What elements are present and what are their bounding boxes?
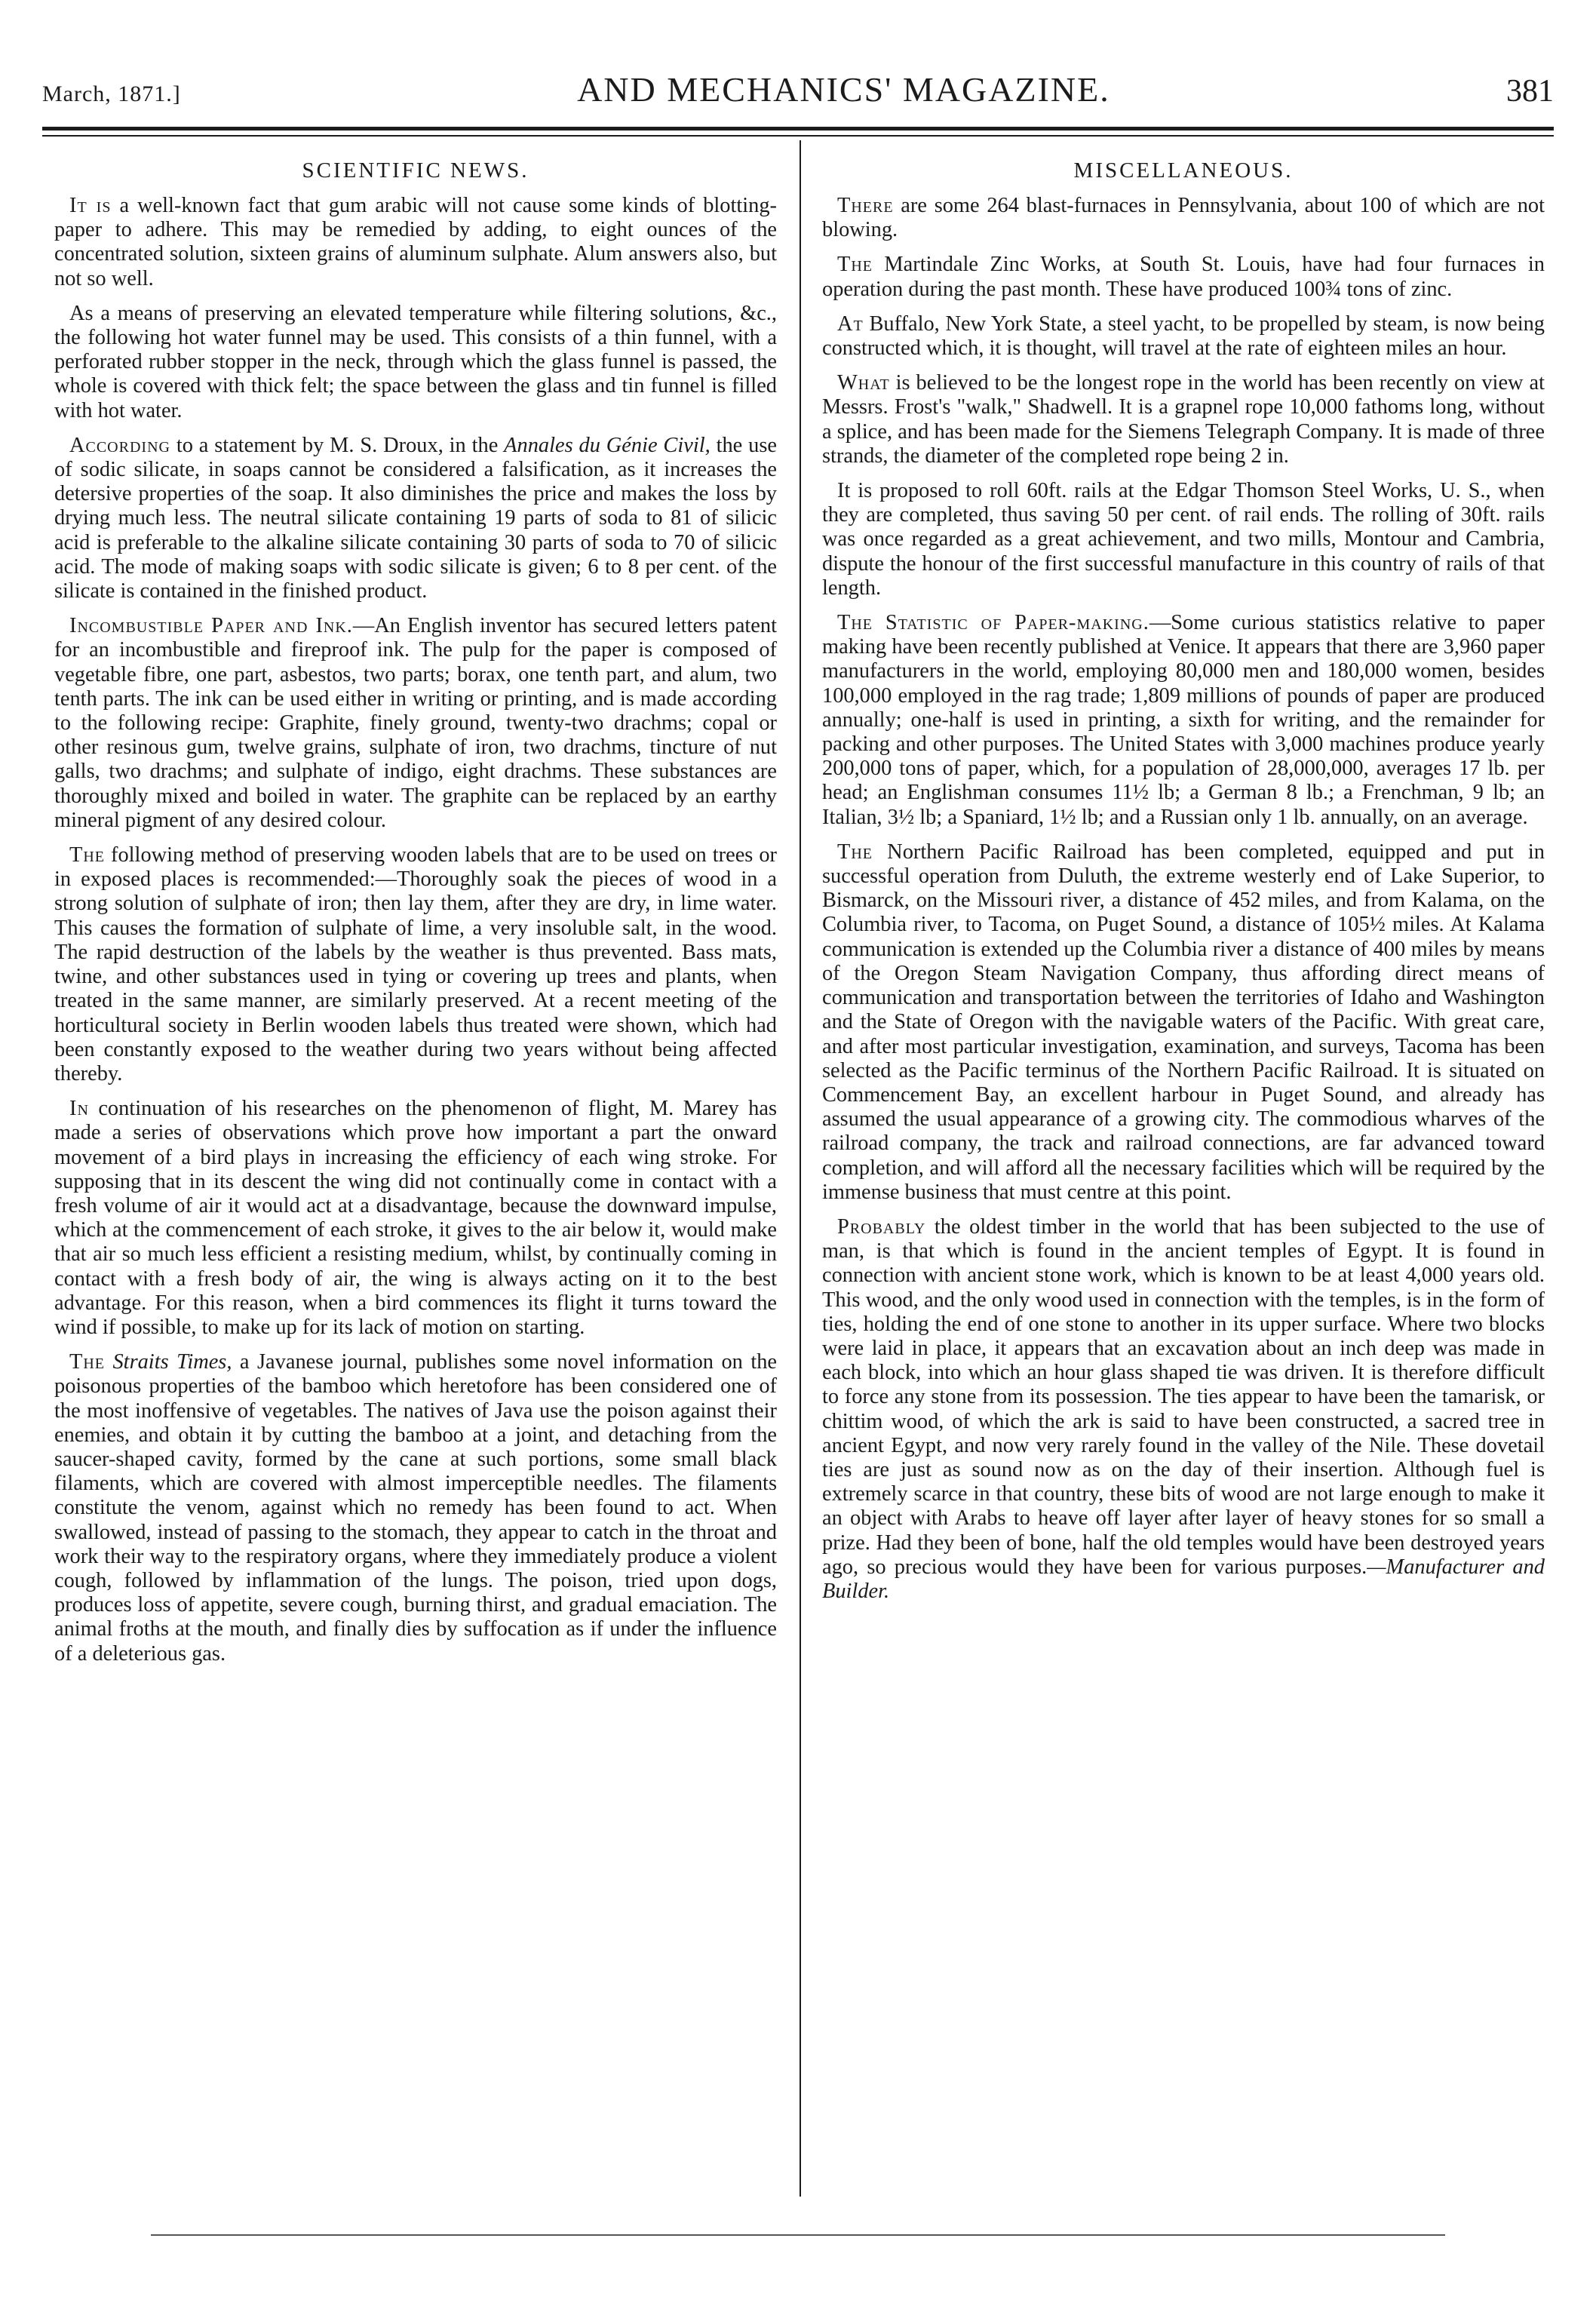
paragraph-text: As a means of preserving an elevated temperature while filtering solutions, &c., the following hot water funnel may be used. This consists of a thin funnel, with a perforated rubber stopper in the neck, through which the glass funnel is passed, the whole is covered with thick felt; the space between the glass and tin funnel is filled with hot water.	[54, 301, 777, 422]
paragraph-lead: Probably	[837, 1214, 926, 1239]
header-rule-thin	[42, 135, 1554, 137]
paragraph-italic: Annales du Génie Civil,	[504, 433, 711, 457]
paragraph-text: Northern Pacific Railroad has been completed, equipped and put in successful operation from Duluth, the extreme westerly end of Lake Superior, to Bismarck, on the Missouri river, a distance of 452 miles, and from Kalama, on the Columbia river, to Tacoma, on Puget Sound, a distance of 105½ miles. At Kalama communication is extended up the Columbia river a distance of 400 miles by means of the Oregon Steam Navigation Company, thus affording direct means of communication and transportation between the territories of Idaho and Washington and the State of Oregon with the navigable waters of the Pacific. With great care, and after most particular investigation, examination, and surveys, Tacoma has been selected as the Pacific terminus of the Northern Pacific Railroad. It is situated on Commencement Bay, an excellent harbour in Puget Sound, and already has assumed the usual appearance of a growing city. The commodious wharves of the railroad company, the track and railroad connections, are far advanced toward completion, and will afford all the necessary facilities which will be required by the immense business that must centre at this point.	[822, 840, 1545, 1204]
article-paragraph	[822, 312, 1545, 361]
article-paragraph	[54, 302, 777, 423]
article-paragraph	[822, 194, 1545, 242]
footer-rule	[151, 2234, 1445, 2236]
paragraph-lead: According	[69, 433, 170, 457]
scientific-news-column	[54, 158, 777, 1677]
paragraph-text: continuation of his researches on the phenomenon of flight, M. Marey has made a series of observations which prove how important a part the onward movement of a bird plays in increasing the efficiency of each wing stroke. For supposing that in its descent the wing did not continually come in contact with a fresh volume of air it would act at a disadvantage, because the downward impulse, which at the commencement of each stroke, it gives to the air below it, would make that air so much less efficient a resisting medium, whilst, by continually coming in contact with a fresh body of air, the wing is always acting on it to the best advantage. For this reason, when a bird commences its flight it turns toward the wind if possible, to make up for its lack of motion on starting.	[54, 1097, 777, 1339]
section-heading-scientific-news: SCIENTIFIC NEWS.	[302, 158, 529, 183]
paragraph-text: the use of sodic silicate, in soaps cannot be considered a falsification, as it increases the detersive properties of the soap. It also diminishes the price and makes the loss by drying much less. The neutral silicate containing 19 parts of soda to 81 of silicic acid is preferable to the alkaline silicate containing 30 parts of soda to 70 of silicic acid. The mode of making soaps with sodic silicate is given; 6 to 8 per cent. of the silicate is contained in the finished product.	[54, 433, 778, 603]
section-heading-miscellaneous: MISCELLANEOUS.	[1073, 158, 1294, 183]
paragraph-text: following method of preserving wooden labels that are to be used on trees or in exposed places is recommended:—Thoroughly soak the pieces of wood in a strong solution of sulphate of iron; then lay them, after they are dry, in lime water. This causes the formation of sulphate of lime, a very insoluble salt, in the wood. The rapid destruction of the labels by the weather is thus prevented. Bass mats, twine, and other substances used in tying or covering up trees and plants, when treated in the same manner, are similarly preserved. At a recent meeting of the horticultural society in Berlin wooden labels thus treated were shown, which had been constantly exposed to the weather during two years without being affected thereby.	[54, 843, 777, 1085]
article-paragraph	[54, 614, 777, 833]
paragraph-text: to a statement by M. S. Droux, in the	[170, 433, 505, 457]
header-rule-thick	[42, 127, 1554, 130]
article-paragraph	[822, 840, 1545, 1205]
running-head	[42, 69, 1554, 115]
paragraph-lead: What	[837, 371, 890, 395]
paragraph-text: It is proposed to roll 60ft. rails at the Edgar Thomson Steel Works, U. S., when they are completed, thus saving 50 per cent. of rail ends. The rolling of 30ft. rails was once regarded as a great achievement, and two mills, Montour and Cambria, dispute the honour of the first successful manufacture in this country of rails of that length.	[822, 479, 1545, 600]
article-paragraph	[54, 1097, 777, 1340]
paragraph-text: —An English inventor has secured letters patent for an incombustible and fireproof ink. The pulp for the paper is composed of vegetable fibre, one part, asbestos, two parts; borax, one tenth part, and alum, two tenth parts. The ink can be used either in writing or printing, and is made according to the following recipe: Graphite, finely ground, twenty-two drachms; copal or other resinous gum, twelve grains, sulphate of iron, two drachms, tincture of nut galls, two drachms; and sulphate of indigo, eight drachms. These substances are thoroughly mixed and boiled in water. The graphite can be replaced by an earthy mineral pigment of any desired colour.	[54, 614, 777, 832]
column-divider	[800, 140, 801, 2197]
article-paragraph	[822, 611, 1545, 830]
article-paragraph	[54, 194, 777, 291]
publication-title: AND MECHANICS' MAGAZINE.	[577, 70, 1110, 109]
paragraph-italic: Straits Times,	[112, 1350, 232, 1374]
article-paragraph	[54, 1350, 777, 1666]
paragraph-lead: The	[69, 1350, 106, 1374]
paragraph-text: —Some curious statistics relative to paper making have been recently published at Venice. It appears that there are 3,960 paper manufacturers in the world, employing 80,000 men and 180,000 women, besides 100,000 employed in the rag trade; 1,809 millions of pounds of paper are produced annually; one-half is used in printing, a sixth for writing, and the remainder for packing and other purposes. The United States with 3,000 machines produce yearly 200,000 tons of paper, which, for a population of 28,000,000, averages 17 lb. per head; an Englishman consumes 11½ lb; a German 8 lb.; a Frenchman, 9 lb; an Italian, 3½ lb; a Spaniard, 1½ lb; and a Russian only 1 lb. annually, on an average.	[822, 611, 1545, 829]
article-paragraph	[822, 479, 1545, 600]
issue-date: March, 1871.]	[42, 81, 181, 106]
paragraph-lead: It is	[69, 194, 112, 217]
article-paragraph	[822, 253, 1545, 301]
paragraph-lead: The	[69, 843, 106, 867]
paragraph-text: the oldest timber in the world that has been subjected to the use of man, is that which is found in the ancient temples of Egypt. It is found in connection with ancient stone work, which is known to be at least 4,000 years old. This wood, and the only wood used in connection with the temples, is in the form of ties, holding the end of one stone to another in its upper surface. Where two blocks were laid in place, it appears that an excavation about an inch deep was made in each block, into which an hour glass shaped tie was driven. It is therefore difficult to force any stone from its possession. The ties appear to have been the tamarisk, or chittim wood, of which the ark is said to have been constructed, a sacred tree in ancient Egypt, and now very rarely found in the valley of the Nile. These dovetail ties are just as sound now as on the day of their insertion. Although fuel is extremely scarce in that country, these bits of wood are not large enough to make it an object with Arabs to heave off layer after layer of heavy stones for so small a prize. Had they been of bone, half the old temples would have been destroyed years ago, so precious would they have been for various purposes.	[822, 1214, 1545, 1579]
paragraph-lead: The Statistic of Paper-making.	[837, 611, 1149, 635]
paragraph-text: a well-known fact that gum arabic will not cause some kinds of blotting-paper to adhere. This may be remedied by adding, to eight ounces of the concentrated solution, sixteen grains of aluminum sulphate. Alum answers also, but not so well.	[54, 194, 777, 290]
paragraph-lead: The	[837, 253, 873, 277]
paragraph-text	[105, 1350, 112, 1374]
paragraph-text: Martindale Zinc Works, at South St. Louis, have had four furnaces in operation during the past month. These have produced 100¾ tons of zinc.	[822, 253, 1545, 301]
page-number: 381	[1506, 74, 1554, 109]
article-paragraph	[822, 371, 1545, 468]
paragraph-lead: The	[837, 840, 873, 864]
paragraph-lead: At	[837, 312, 864, 336]
paragraph-text: Buffalo, New York State, a steel yacht, to be propelled by steam, is now being constructed which, it is thought, will travel at the rate of eighteen miles an hour.	[822, 312, 1545, 361]
miscellaneous-articles	[822, 194, 1545, 1604]
paragraph-italic: —Manufacturer and Builder.	[822, 1555, 1545, 1603]
paragraph-text: is believed to be the longest rope in the world has been recently on view at Messrs. Frost's "walk," Shadwell. It is a grapnel rope 10,000 fathoms long, without a splice, and has been made for the Siemens Telegraph Company. It is made of three strands, the diameter of the completed rope being 2 in.	[822, 371, 1545, 468]
article-paragraph	[54, 843, 777, 1086]
paragraph-lead: In	[69, 1097, 89, 1121]
paragraph-lead: There	[837, 194, 894, 217]
paragraph-text: are some 264 blast-furnaces in Pennsylvania, about 100 of which are not blowing.	[822, 194, 1545, 242]
article-paragraph	[54, 434, 777, 603]
scientific-news-articles	[54, 194, 777, 1666]
paragraph-lead: Incombustible Paper and Ink.	[69, 614, 353, 638]
paragraph-text: a Javanese journal, publishes some novel information on the poisonous properties of the bamboo which heretofore has been considered one of the most inoffensive of vegetables. The natives of Java use the poison against their enemies, and obtain it by cutting the bamboo at a joint, and detaching from the saucer-shaped cavity, formed by the cane at such portions, some small black filaments, which are covered with almost imperceptible needles. The filaments constitute the venom, against which no remedy has been found to act. When swallowed, instead of passing to the stomach, they appear to catch in the throat and work their way to the respiratory organs, where they immediately produce a violent cough, followed by inflammation of the lungs. The poison, tried upon dogs, produces loss of appetite, severe cough, burning thirst, and gradual emaciation. The animal froths at the mouth, and finally dies by suffocation as if under the influence of a deleterious gas.	[54, 1350, 777, 1666]
article-paragraph	[822, 1215, 1545, 1604]
miscellaneous-column	[822, 158, 1545, 1614]
